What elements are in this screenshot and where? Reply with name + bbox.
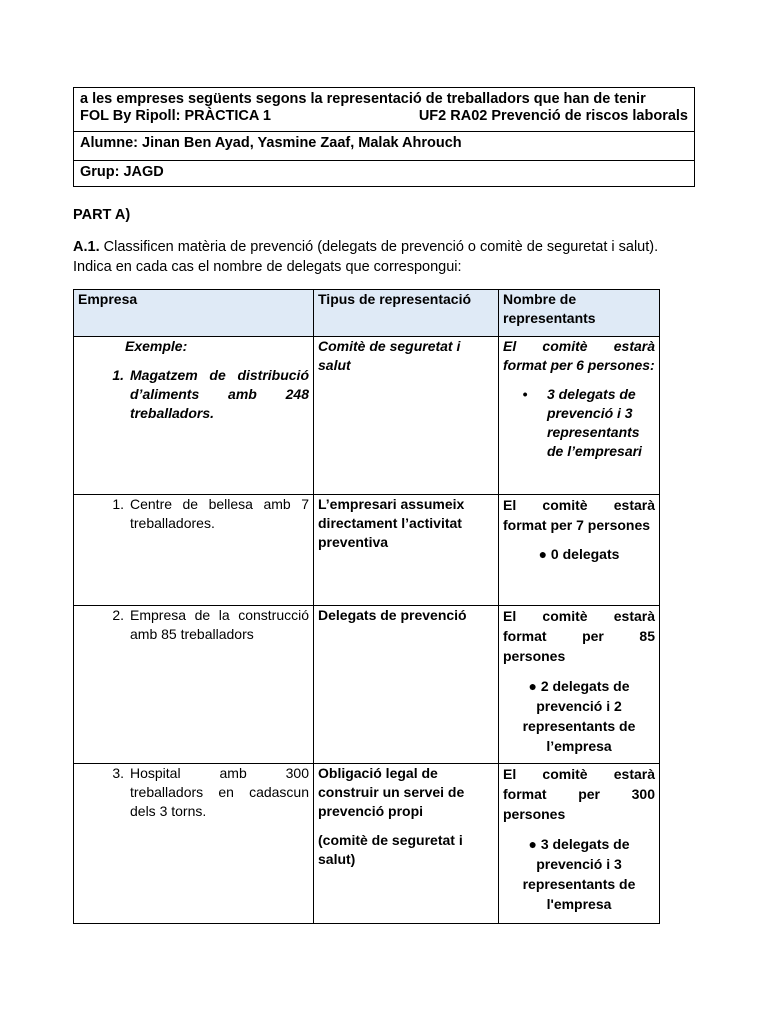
row-num: 2. [112, 607, 124, 623]
header-line-1: a les empreses següents segons la representació de treballadors que han de tenir [80, 91, 646, 107]
table-row [74, 606, 660, 764]
company-item [78, 495, 309, 533]
company-name: Hospital amb 300 treballadors en cadascun dels 3 torns. [130, 765, 309, 819]
count-cell [499, 606, 660, 764]
example-label: Exemple: [125, 338, 188, 354]
company-name: Centre de bellesa amb 7 treballadores. [130, 496, 309, 531]
count-cell [499, 764, 660, 924]
company-item [78, 606, 309, 644]
example-item [78, 366, 309, 423]
row-num: 1. [112, 496, 124, 512]
table-row-example [74, 337, 660, 495]
delegates-bullet: ● 0 delegats [538, 546, 620, 562]
example-company: Magatzem de distribució d’aliments amb 248 treballadors. [130, 367, 309, 421]
count-cell [499, 495, 660, 606]
delegates-bullet: ● 2 delegats de prevenció i 2 representants de l’empresa [522, 678, 636, 754]
representation-type: Delegats de prevenció [314, 606, 499, 764]
committee-size: El comitè estarà format per 7 persones [503, 497, 655, 533]
company-cell [74, 606, 314, 764]
representation-type: L’empresari assumeix directament l’activitat preventiva [314, 495, 499, 606]
company-name: Empresa de la construcció amb 85 treballadors [130, 607, 309, 642]
bullet-icon: • [522, 386, 528, 402]
part-title: PART A) [73, 207, 131, 223]
company-cell [74, 495, 314, 606]
company-cell [74, 764, 314, 924]
group-row: Grup: JAGD [80, 164, 164, 180]
intro-paragraph [73, 237, 673, 277]
example-count-cell [499, 337, 660, 495]
table-row [74, 495, 660, 606]
header-title-row [74, 88, 694, 132]
header-count: Nombre de representants [499, 290, 660, 337]
representation-note: (comitè de seguretat i salut) [318, 832, 463, 867]
students-row: Alumne: Jinan Ben Ayad, Yasmine Zaaf, Malak Ahrouch [74, 132, 694, 161]
example-bullet: 3 delegats de prevenció i 3 representants de l’empresari [547, 386, 642, 459]
example-bullet-item [503, 385, 655, 461]
company-item [78, 764, 309, 821]
delegates-bullet: ● 3 delegats de prevenció i 3 representants de l'empresa [522, 836, 636, 912]
committee-size: El comitè estarà format per 300 persones [503, 766, 655, 822]
table-row [74, 764, 660, 924]
header-company: Empresa [74, 290, 314, 337]
intro-text: Classificen matèria de prevenció (delegats de prevenció o comitè de seguretat i salut). Indica en cada cas el nombre de delegats que correspongui: [73, 239, 659, 275]
row-num: 3. [112, 765, 124, 781]
example-type: Comitè de seguretat i salut [314, 337, 499, 495]
unit-title: UF2 RA02 Prevenció de riscos laborals [418, 108, 688, 124]
example-num: 1. [112, 367, 124, 383]
representation-table [73, 289, 660, 924]
representation-type: Obligació legal de construir un servei de prevenció propi [318, 765, 465, 819]
example-count: El comitè estarà format per 6 persones: [503, 338, 655, 373]
type-cell [314, 764, 499, 924]
header-box [73, 87, 695, 187]
table-header-row [74, 290, 660, 337]
committee-size: El comitè estarà format per 85 persones [503, 608, 655, 664]
intro-label: A.1. [73, 239, 100, 255]
header-type: Tipus de representació [314, 290, 499, 337]
example-company-cell [74, 337, 314, 495]
course-title: FOL By Ripoll: PRÀCTICA 1 [80, 108, 271, 124]
